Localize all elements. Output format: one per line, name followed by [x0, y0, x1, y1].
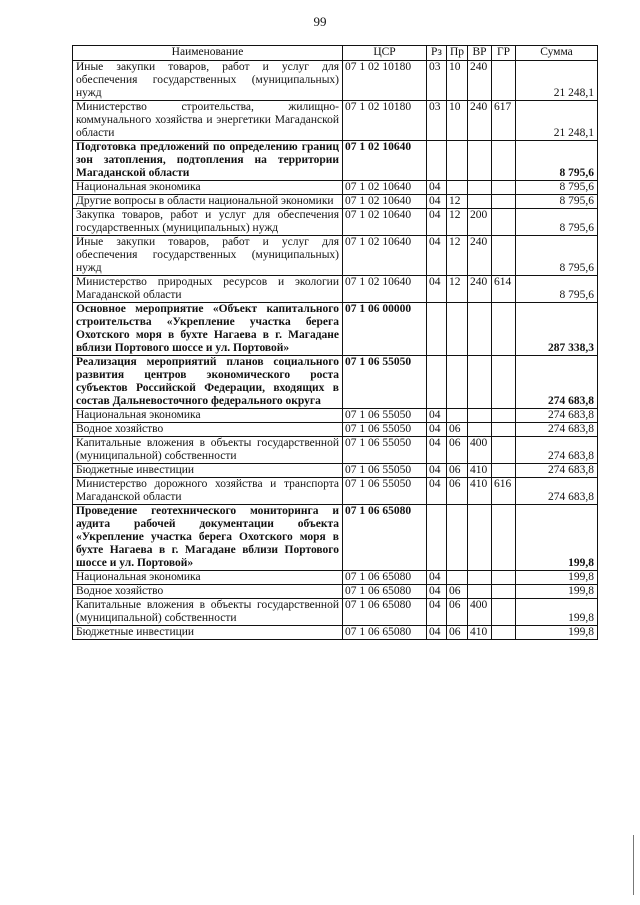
- cell-rz: 04: [427, 571, 447, 585]
- cell-gr: [492, 236, 516, 276]
- table-row: [73, 303, 598, 356]
- cell-rz: 04: [427, 181, 447, 195]
- cell-gr: [492, 356, 516, 409]
- cell-vr: [468, 141, 492, 181]
- cell-pr: [447, 303, 468, 356]
- cell-gr: [492, 585, 516, 599]
- cell-vr: 410: [468, 626, 492, 640]
- cell-sum: 199,8: [516, 505, 598, 571]
- cell-csr: 07 1 06 55050: [343, 409, 427, 423]
- cell-pr: 06: [447, 464, 468, 478]
- cell-name: Водное хозяйство: [73, 585, 343, 599]
- table-row: [73, 141, 598, 181]
- cell-sum: 199,8: [516, 626, 598, 640]
- cell-rz: 04: [427, 599, 447, 626]
- cell-name: Реализация мероприятий планов социального развития центров экономического роста субъектов Российской Федерации, входящих в состав Дальневосточного федерального округа: [73, 356, 343, 409]
- cell-pr: 06: [447, 626, 468, 640]
- table-row: [73, 195, 598, 209]
- cell-rz: 03: [427, 101, 447, 141]
- cell-pr: [447, 505, 468, 571]
- cell-csr: 07 1 02 10640: [343, 141, 427, 181]
- cell-rz: 04: [427, 276, 447, 303]
- cell-gr: [492, 437, 516, 464]
- cell-rz: [427, 303, 447, 356]
- table-row: [73, 505, 598, 571]
- table-row: [73, 276, 598, 303]
- cell-sum: 274 683,8: [516, 478, 598, 505]
- cell-sum: 21 248,1: [516, 61, 598, 101]
- cell-gr: [492, 209, 516, 236]
- cell-sum: 8 795,6: [516, 195, 598, 209]
- cell-vr: 400: [468, 599, 492, 626]
- cell-rz: 04: [427, 585, 447, 599]
- cell-pr: [447, 356, 468, 409]
- cell-name: Водное хозяйство: [73, 423, 343, 437]
- cell-gr: [492, 195, 516, 209]
- cell-vr: [468, 505, 492, 571]
- cell-csr: 07 1 06 55050: [343, 478, 427, 505]
- header-rz: Рз: [427, 46, 447, 61]
- cell-pr: 06: [447, 585, 468, 599]
- cell-sum: 21 248,1: [516, 101, 598, 141]
- cell-sum: 8 795,6: [516, 209, 598, 236]
- cell-gr: [492, 423, 516, 437]
- table-row: [73, 61, 598, 101]
- header-name: Наименование: [73, 46, 343, 61]
- cell-rz: 04: [427, 409, 447, 423]
- cell-name: Министерство строительства, жилищно-коммунального хозяйства и энергетики Магаданской области: [73, 101, 343, 141]
- table-row: [73, 236, 598, 276]
- cell-pr: 10: [447, 61, 468, 101]
- header-gr: ГР: [492, 46, 516, 61]
- cell-sum: 8 795,6: [516, 181, 598, 195]
- cell-name: Иные закупки товаров, работ и услуг для обеспечения государственных (муниципальных) нужд: [73, 236, 343, 276]
- cell-vr: [468, 409, 492, 423]
- cell-vr: [468, 181, 492, 195]
- cell-name: Другие вопросы в области национальной экономики: [73, 195, 343, 209]
- cell-rz: [427, 356, 447, 409]
- cell-name: Закупка товаров, работ и услуг для обеспечения государственных (муниципальных) нужд: [73, 209, 343, 236]
- cell-csr: 07 1 02 10640: [343, 276, 427, 303]
- cell-name: Подготовка предложений по определению границ зон затопления, подтопления на территории Магаданской области: [73, 141, 343, 181]
- cell-vr: [468, 356, 492, 409]
- cell-name: Национальная экономика: [73, 571, 343, 585]
- cell-pr: 06: [447, 423, 468, 437]
- cell-gr: [492, 181, 516, 195]
- cell-gr: [492, 599, 516, 626]
- cell-rz: 04: [427, 464, 447, 478]
- header-csr: ЦСР: [343, 46, 427, 61]
- cell-csr: 07 1 02 10640: [343, 209, 427, 236]
- cell-name: Национальная экономика: [73, 409, 343, 423]
- table-row: [73, 356, 598, 409]
- cell-vr: [468, 423, 492, 437]
- cell-vr: [468, 571, 492, 585]
- cell-name: Капитальные вложения в объекты государственной (муниципальной) собственности: [73, 599, 343, 626]
- cell-rz: 04: [427, 195, 447, 209]
- page-number: 99: [313, 14, 327, 29]
- cell-sum: 199,8: [516, 585, 598, 599]
- cell-csr: 07 1 06 55050: [343, 437, 427, 464]
- cell-vr: 240: [468, 101, 492, 141]
- cell-name: Бюджетные инвестиции: [73, 464, 343, 478]
- cell-csr: 07 1 06 55050: [343, 464, 427, 478]
- cell-csr: 07 1 06 65080: [343, 505, 427, 571]
- cell-vr: [468, 585, 492, 599]
- table-row: [73, 101, 598, 141]
- cell-name: Капитальные вложения в объекты государственной (муниципальной) собственности: [73, 437, 343, 464]
- cell-sum: 274 683,8: [516, 437, 598, 464]
- table-row: [73, 599, 598, 626]
- cell-gr: [492, 61, 516, 101]
- cell-name: Бюджетные инвестиции: [73, 626, 343, 640]
- budget-table: [72, 45, 598, 640]
- cell-rz: [427, 141, 447, 181]
- cell-name: Основное мероприятие «Объект капитального строительства «Укрепление участка берега Охотского моря в бухте Нагаева в г. Магадане вблизи Портового шоссе и ул. Портовой»: [73, 303, 343, 356]
- cell-name: Министерство дорожного хозяйства и транспорта Магаданской области: [73, 478, 343, 505]
- cell-rz: 04: [427, 423, 447, 437]
- table-row: [73, 437, 598, 464]
- cell-sum: 199,8: [516, 571, 598, 585]
- cell-pr: [447, 409, 468, 423]
- cell-csr: 07 1 06 65080: [343, 626, 427, 640]
- cell-vr: [468, 195, 492, 209]
- cell-csr: 07 1 02 10180: [343, 61, 427, 101]
- cell-gr: [492, 626, 516, 640]
- table-body: [73, 61, 598, 640]
- cell-pr: 06: [447, 599, 468, 626]
- cell-csr: 07 1 06 65080: [343, 571, 427, 585]
- cell-gr: [492, 464, 516, 478]
- cell-sum: 8 795,6: [516, 276, 598, 303]
- cell-gr: 617: [492, 101, 516, 141]
- cell-gr: [492, 505, 516, 571]
- header-sum: Сумма: [516, 46, 598, 61]
- cell-pr: 06: [447, 437, 468, 464]
- cell-rz: 04: [427, 478, 447, 505]
- table-row: [73, 464, 598, 478]
- table-row: [73, 626, 598, 640]
- cell-name: Национальная экономика: [73, 181, 343, 195]
- table-row: [73, 571, 598, 585]
- table-row: [73, 181, 598, 195]
- cell-vr: 400: [468, 437, 492, 464]
- cell-csr: 07 1 06 55050: [343, 423, 427, 437]
- cell-sum: 8 795,6: [516, 236, 598, 276]
- cell-sum: 274 683,8: [516, 356, 598, 409]
- cell-csr: 07 1 02 10640: [343, 236, 427, 276]
- cell-gr: [492, 141, 516, 181]
- cell-pr: 06: [447, 478, 468, 505]
- cell-csr: 07 1 02 10180: [343, 101, 427, 141]
- table-row: [73, 423, 598, 437]
- cell-pr: [447, 141, 468, 181]
- cell-pr: 12: [447, 236, 468, 276]
- cell-sum: 199,8: [516, 599, 598, 626]
- table-header-row: [73, 46, 598, 61]
- cell-rz: 03: [427, 61, 447, 101]
- header-vr: ВР: [468, 46, 492, 61]
- cell-vr: 240: [468, 236, 492, 276]
- cell-gr: [492, 409, 516, 423]
- cell-gr: 614: [492, 276, 516, 303]
- cell-rz: [427, 505, 447, 571]
- cell-csr: 07 1 02 10640: [343, 181, 427, 195]
- cell-pr: 12: [447, 209, 468, 236]
- cell-sum: 274 683,8: [516, 409, 598, 423]
- cell-csr: 07 1 06 65080: [343, 585, 427, 599]
- cell-sum: 8 795,6: [516, 141, 598, 181]
- cell-rz: 04: [427, 209, 447, 236]
- cell-name: Проведение геотехнического мониторинга и аудита рабочей документации объекта «Укрепление участка берега Охотского моря в бухте Нагаева в г. Магадане вблизи Портового шоссе и ул. Портовой»: [73, 505, 343, 571]
- cell-sum: 274 683,8: [516, 464, 598, 478]
- cell-gr: 616: [492, 478, 516, 505]
- cell-rz: 04: [427, 626, 447, 640]
- cell-name: Министерство природных ресурсов и экологии Магаданской области: [73, 276, 343, 303]
- cell-gr: [492, 303, 516, 356]
- cell-csr: 07 1 06 55050: [343, 356, 427, 409]
- table-row: [73, 585, 598, 599]
- cell-vr: 410: [468, 478, 492, 505]
- cell-vr: 240: [468, 276, 492, 303]
- cell-pr: 12: [447, 195, 468, 209]
- cell-rz: 04: [427, 437, 447, 464]
- cell-rz: 04: [427, 236, 447, 276]
- cell-csr: 07 1 06 00000: [343, 303, 427, 356]
- cell-vr: [468, 303, 492, 356]
- cell-vr: 200: [468, 209, 492, 236]
- cell-pr: 12: [447, 276, 468, 303]
- table-row: [73, 478, 598, 505]
- cell-csr: 07 1 02 10640: [343, 195, 427, 209]
- cell-pr: 10: [447, 101, 468, 141]
- table-row: [73, 409, 598, 423]
- cell-vr: 240: [468, 61, 492, 101]
- cell-pr: [447, 181, 468, 195]
- cell-sum: 274 683,8: [516, 423, 598, 437]
- cell-pr: [447, 571, 468, 585]
- cell-gr: [492, 571, 516, 585]
- scan-edge-mark: [633, 835, 634, 895]
- cell-vr: 410: [468, 464, 492, 478]
- header-pr: Пр: [447, 46, 468, 61]
- cell-name: Иные закупки товаров, работ и услуг для обеспечения государственных (муниципальных) нужд: [73, 61, 343, 101]
- cell-csr: 07 1 06 65080: [343, 599, 427, 626]
- table-row: [73, 209, 598, 236]
- cell-sum: 287 338,3: [516, 303, 598, 356]
